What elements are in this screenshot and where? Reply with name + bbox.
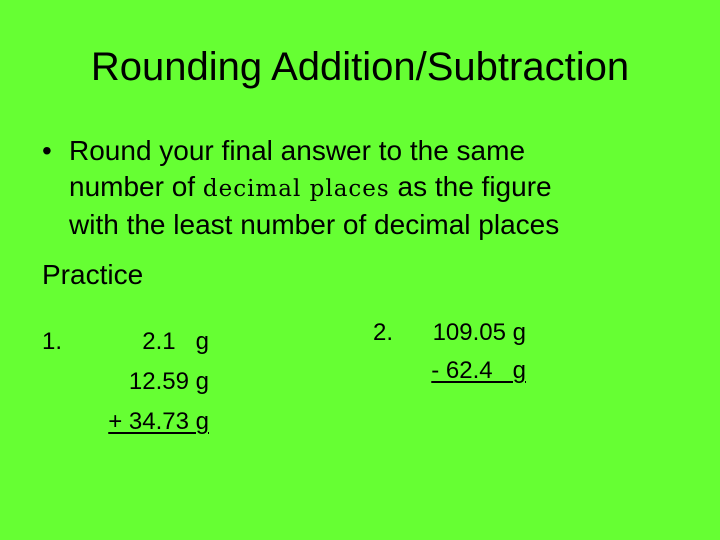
problem-1-line-3: + 34.73 g — [108, 408, 209, 435]
bullet-line-2-end: as the figure — [389, 171, 552, 202]
bullet-emphasis: decimal places — [202, 176, 390, 202]
bullet-marker: • — [42, 135, 52, 166]
bullet-line-3: with the least number of decimal places — [69, 209, 560, 240]
problem-1-number: 1. — [42, 328, 63, 355]
problem-1-line-1: 2.1 g — [142, 328, 209, 355]
bullet-line-2 — [69, 169, 702, 207]
problem-1-column — [70, 322, 209, 442]
problem-2-line-1: 109.05 g — [432, 319, 526, 346]
bullet-line-1: Round your final answer to the same — [69, 135, 526, 166]
problem-1-line-2: 12.59 g — [128, 368, 209, 395]
slide-title: Rounding Addition/Subtraction — [90, 45, 630, 89]
problem-2-column — [400, 314, 526, 390]
bullet-item — [42, 133, 702, 243]
problem-2-line-2: - 62.4 g — [431, 357, 526, 384]
bullet-list — [42, 133, 702, 243]
practice-label: Practice — [42, 259, 144, 290]
bullet-line-2-start: number of — [69, 171, 203, 202]
problem-2-number: 2. — [373, 319, 394, 346]
